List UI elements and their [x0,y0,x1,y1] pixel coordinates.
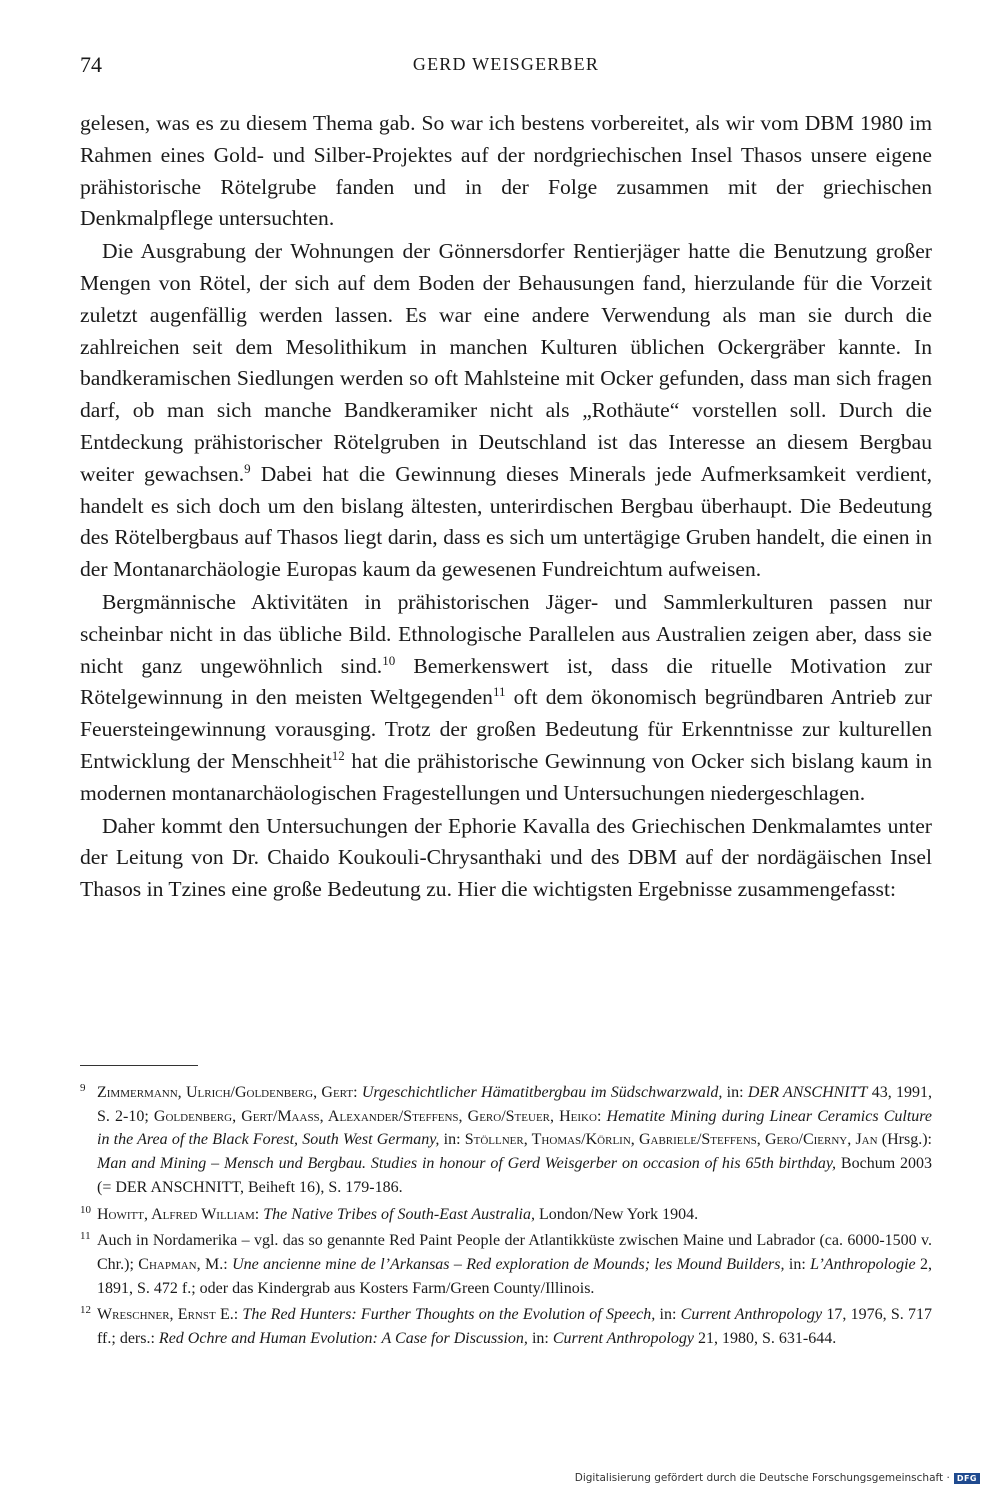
footnote-number: 9 [80,1082,86,1094]
footnote-11: 11 Auch in Nordamerika – vgl. das so genannte Red Paint People der Atlantikküste zwischen Maine und Labrador (ca. 6000-1500 v. Chr.); Chapman, M.: Une ancienne mine de l’Arkansas – Red exploration de Mounds; les Mound Builders, in: L’Anthropologie 2, 1891, S. 472 f.; oder das Kindergrab aus Kosters Farm/Green County/Illinois. [80,1229,932,1300]
footnote-10: 10 Howitt, Alfred William: The Native Tribes of South-East Australia, London/New York 1904. [80,1203,932,1227]
paragraph-1: gelesen, was es zu diesem Thema gab. So war ich bestens vorbereitet, als wir vom DBM 1980 im Rahmen eines Gold- und Silber-Projektes auf der nordgriechischen Insel Thasos unsere eigene prähistorische Rötelgrube fanden und in der Folge zusammen mit der griechischen Denkmalpflege untersuchten. [80,111,932,231]
dfg-logo-icon: DFG [954,1473,980,1484]
footnote-ref-9[interactable]: 9 [244,460,251,476]
body-text [80,108,932,906]
paragraph-2: Die Ausgrabung der Wohnungen der Gönnersdorfer Rentierjäger hatte die Benutzung großer Mengen von Rötel, der sich auf dem Boden der Behausungen fand, hierzulande für die Vorzeit zuletzt augenfällig werden lassen. Es war eine andere Verwendung als man sie durch die zahlreichen seit dem Mesolithikum in manchen Kulturen üblichen Ockergräber kannte. In bandkeramischen Siedlungen werden so oft Mahlsteine mit Ocker gefunden, dass man sich fragen darf, ob man sich manche Bandkeramiker nicht als „Rothäute“ vorstellen soll. Durch die Entdeckung prähistorischer Rötelgruben in Deutschland ist das Interesse an diesem Bergbau weiter gewachsen.$^9$ Dabei hat die Gewinnung dieses Minerals jede Aufmerksamkeit verdient, handelt es sich doch um den bislang ältesten, unterirdischen Bergbau überhaupt. Die Bedeutung des Rötelbergbaus auf Thasos liegt darin, dass es sich um untertägige Gruben handelt, die einen in der Montanarchäologie Europas kaum da gewesenen Fundreichtum aufweisen. [80,239,932,582]
credit-text: Digitalisierung gefördert durch die Deutsche Forschungsgemeinschaft · [574,1472,950,1484]
footnote-divider [80,1065,198,1066]
digitization-credit [575,1472,980,1484]
page-header [80,52,932,82]
paragraph-4: Daher kommt den Untersuchungen der Ephorie Kavalla des Griechischen Denkmalamtes unter der Leitung von Dr. Chaido Koukouli-Chrysanthaki und des DBM auf der nordägäischen Insel Thasos in Tzines eine große Bedeutung zu. Hier die wichtigsten Ergebnisse zusammengefasst: [80,813,932,902]
footnote-ref-10[interactable]: 10 [382,652,396,668]
page-number: 74 [80,52,102,77]
footnote-12: 12 Wreschner, Ernst E.: The Red Hunters: Further Thoughts on the Evolution of Speech, in: Current Anthropology 17, 1976, S. 717 ff.; ders.: Red Ochre and Human Evolution: A Case for Discussion, in: Current Anthropology 21, 1980, S. 631-644. [80,1303,932,1350]
running-head: GERD WEISGERBER [412,54,600,74]
footnote-ref-11[interactable]: 11 [492,684,506,700]
footnote-number: 12 [80,1304,91,1317]
footnote-number: 11 [80,1230,91,1243]
paragraph-3: Bergmännische Aktivitäten in prähistorischen Jäger- und Sammlerkulturen passen nur scheinbar nicht in das übliche Bild. Ethnologische Parallelen aus Australien zeigen aber, dass sie nicht ganz ungewöhnlich sind.$^{10}$ Bemerkenswert ist, dass die rituelle Motivation zur Rötelgewinnung in den meisten Weltgegenden$^{11}$ oft dem ökonomisch begründbaren Antrieb zur Feuersteingewinnung vorausging. Trotz der großen Bedeutung für Erkenntnisse zur kulturellen Entwicklung der Menschheit$^{12}$ hat die prähistorische Gewinnung von Ocker sich bislang kaum in modernen montanarchäologischen Fragestellungen und Untersuchungen niedergeschlagen. [80,589,932,805]
footnote-9: 9 Zimmermann, Ulrich/Goldenberg, Gert: Urgeschichtlicher Hämatitbergbau im Südschwarzwald, in: DER ANSCHNITT 43, 1991, S. 2-10; Goldenberg, Gert/Maass, Alexander/Steffens, Gero/Steuer, Heiko: Hematite Mining during Linear Ceramics Culture in the Area of the Black Forest, South West Germany, in: Stöllner, Thomas/Körlin, Gabriele/Steffens, Gero/Cierny, Jan (Hrsg.): Man and Mining – Mensch und Bergbau. Studies in honour of Gerd Weisgerber on occasion of his 65th birthday, Bochum 2003 (= DER ANSCHNITT, Beiheft 16), S. 179-186. [80,1081,932,1200]
footnotes [80,1081,932,1354]
footnote-ref-12[interactable]: 12 [331,747,345,763]
footnote-number: 10 [80,1203,91,1216]
